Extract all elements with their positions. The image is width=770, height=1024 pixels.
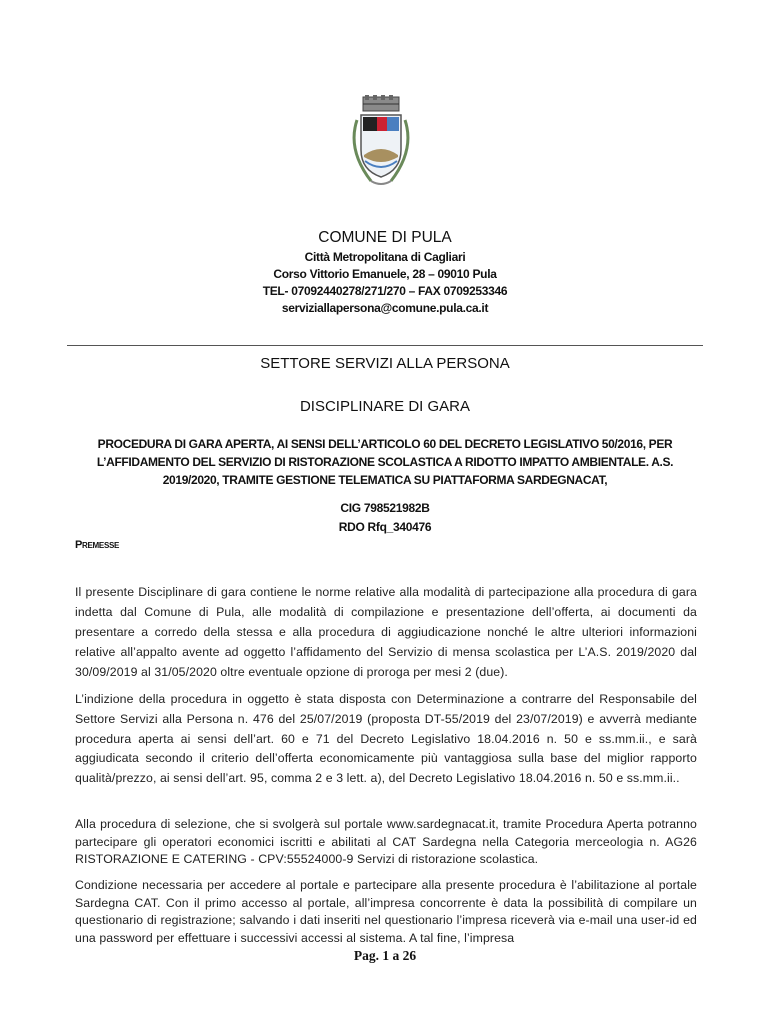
page-footer xyxy=(0,948,770,964)
page-number: 1 xyxy=(382,948,390,963)
page-total: 26 xyxy=(402,948,417,963)
document-title: DISCIPLINARE DI GARA xyxy=(299,398,471,415)
rdo-code: RDO Rfq_340476 xyxy=(338,520,432,534)
municipal-crest-icon xyxy=(341,95,421,195)
sector-title: SETTORE SERVIZI ALLA PERSONA xyxy=(260,355,510,372)
procedure-heading: PROCEDURA DI GARA APERTA, AI SENSI DELL’ARTICOLO 60 DEL DECRETO LEGISLATIVO 50/2016, PER L’AFFIDAMENTO DEL SERVIZIO DI RISTORAZIONE SCOLASTICA A RIDOTTO IMPATTO AMBIENTALE. A.S. 2019/2020, TRAMITE GESTIONE TELEMATICA SU PIATTAFORMA SARDEGNACAT, xyxy=(96,437,674,487)
metropolitan-city: Città Metropolitana di Cagliari xyxy=(304,250,466,264)
paragraph-1: Il presente Disciplinare di gara contiene le norme relative alla modalità di partecipazione alla procedura di gara indetta dal Comune di Pula, alle modalità di compilazione e presentazione dell’offerta, ai documenti da presentare a corredo della stessa e alla procedura di aggiudicazione nonché le altre ulteriori informazioni relative all’appalto avente ad oggetto l’affidamento del Servizio di mensa scolastica per L’A.S. 2019/2020 dal 30/09/2019 al 31/05/2020 oltre eventuale opzione di proroga per mesi 2 (due). xyxy=(75,585,697,679)
page-of-label: a xyxy=(392,948,400,963)
municipality-name: COMUNE DI PULA xyxy=(318,229,452,246)
page-label: Pag. xyxy=(353,948,379,963)
phone-fax-line: TEL- 07092440278/271/270 – FAX 0709253346 xyxy=(262,284,508,298)
email-line: serviziallapersona@comune.pula.ca.it xyxy=(281,301,489,315)
paragraph-2: L’indizione della procedura in oggetto è stata disposta con Determinazione a contrarre del Responsabile del Settore Servizi alla Persona n. 476 del 25/07/2019 (proposta DT-55/2019 del 23/07/2019) e avverrà mediante procedura aperta ai sensi dell’art. 60 e 71 del Decreto Legislativo 18.04.2016 n. 50 e ss.mm.ii., e sarà aggiudicata secondo il criterio dell’offerta economicamente più vantaggiosa sulla base del miglior rapporto qualità/prezzo, ai sensi dell’art. 95, comma 2 e 3 lett. a), del Decreto Legislativo 18.04.2016 n. 50 e ss.mm.ii.. xyxy=(75,692,697,786)
cig-code: CIG 798521982B xyxy=(340,501,430,515)
paragraph-3: Alla procedura di selezione, che si svolgerà sul portale www.sardegnacat.it, tramite Procedura Aperta potranno partecipare gli operatori economici iscritti e abilitati al CAT Sardegna nella Categoria merceologia n. AG26 RISTORAZIONE E CATERING - CPV:55524000-9 Servizi di ristorazione scolastica. xyxy=(75,817,697,866)
paragraph-4: Condizione necessaria per accedere al portale e partecipare alla presente procedura è l’abilitazione al portale Sardegna CAT. Con il primo accesso al portale, all’impresa concorrente è data la possibilità di compilare un questionario di registrazione; salvando i dati inseriti nel questionario l’impresa riceverà via e-mail una user-id ed una password per effettuare i successivi accessi al sistema. A tal fine, l’impresa xyxy=(75,878,697,945)
premesse-heading: Premesse xyxy=(75,539,120,551)
header-divider xyxy=(67,345,703,346)
address-line: Corso Vittorio Emanuele, 28 – 09010 Pula xyxy=(273,267,497,281)
